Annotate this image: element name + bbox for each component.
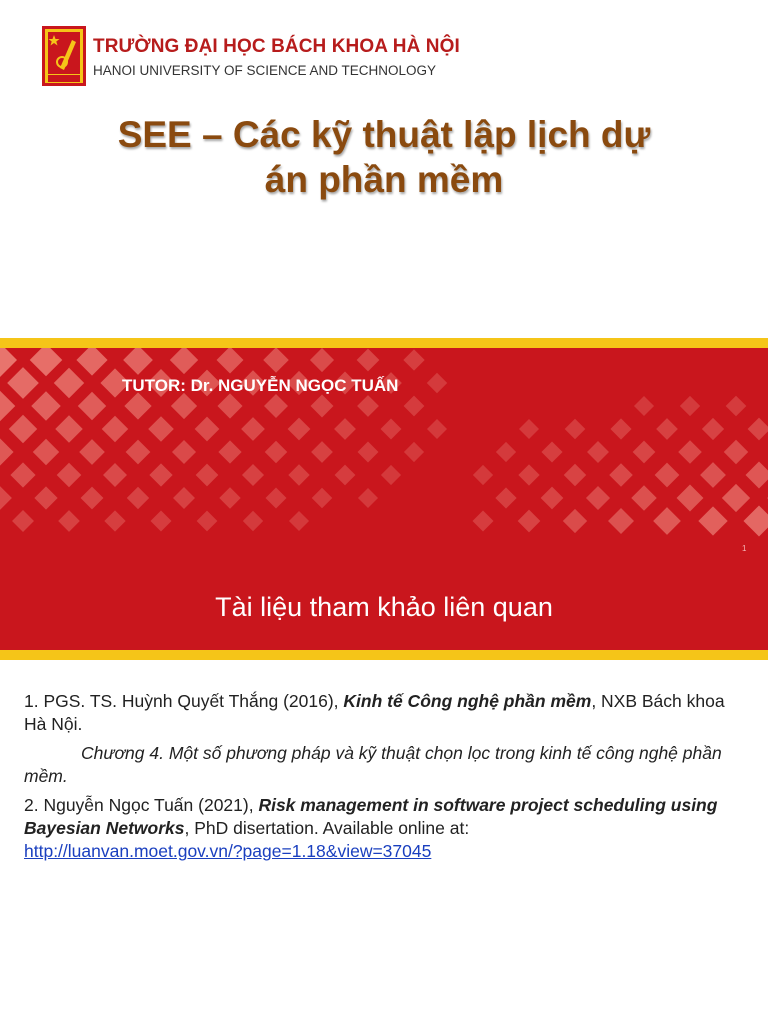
reference-1-authors: 1. PGS. TS. Huỳnh Quyết Thắng (2016),: [24, 691, 344, 711]
decorative-diamond: [563, 509, 587, 533]
decorative-diamond: [633, 441, 656, 464]
decorative-diamond: [126, 440, 151, 465]
decorative-diamond: [81, 487, 104, 510]
decorative-diamond: [634, 396, 654, 416]
decorative-diamond: [242, 464, 264, 486]
decorative-diamond: [404, 442, 424, 462]
decorative-diamond: [0, 438, 14, 465]
reference-2-title: Risk management in software project scheduling using Bayesian Networks: [24, 795, 718, 838]
decorative-diamond: [404, 396, 425, 417]
decorative-diamond: [197, 511, 218, 532]
decorative-diamond: [495, 487, 516, 508]
university-logo: [42, 26, 86, 86]
decorative-diamond: [288, 418, 311, 441]
decorative-diamond: [587, 441, 609, 463]
decorative-diamond: [58, 510, 80, 532]
decorative-diamond: [172, 440, 196, 464]
slide-title-line-1: SEE – Các kỹ thuật lập lịch dự: [117, 114, 651, 155]
decorative-diamond: [264, 394, 288, 418]
decorative-diamond: [243, 511, 263, 531]
decorative-diamond: [678, 440, 702, 464]
decorative-diamond: [266, 488, 287, 509]
decorative-diamond: [653, 507, 681, 535]
slide-number: 1: [742, 544, 747, 553]
decorative-diamond: [288, 464, 309, 485]
decorative-diamond: [54, 368, 84, 398]
decorative-diamond: [103, 463, 127, 487]
decorative-diamond: [218, 440, 241, 463]
decorative-diamond: [334, 418, 356, 440]
decorative-diamond: [150, 510, 171, 531]
decorative-diamond: [124, 392, 151, 419]
decorative-diamond: [171, 393, 197, 419]
decorative-diamond: [564, 464, 586, 486]
decorative-diamond: [610, 418, 631, 439]
decorative-diamond: [289, 511, 309, 531]
decorative-diamond: [519, 419, 539, 439]
section-subtitle: Tài liệu tham khảo liên quan: [215, 592, 553, 622]
decorative-diamond: [702, 418, 724, 440]
decorative-diamond: [656, 418, 678, 440]
decorative-diamond: [31, 391, 61, 421]
decorative-diamond: [358, 442, 379, 463]
decorative-diamond: [310, 348, 334, 372]
decorative-diamond: [10, 462, 35, 487]
slide-title-line-2: án phần mềm: [264, 159, 504, 200]
decorative-diamond: [0, 348, 17, 377]
decorative-diamond: [127, 487, 149, 509]
decorative-diamond: [0, 486, 12, 510]
decorative-diamond: [170, 348, 198, 374]
university-name-vietnamese: TRƯỜNG ĐẠI HỌC BÁCH KHOA HÀ NỘI: [93, 36, 460, 57]
decorative-diamond: [496, 442, 516, 462]
decorative-diamond: [565, 419, 586, 440]
decorative-diamond: [357, 349, 380, 372]
decorative-diamond: [196, 464, 219, 487]
decorative-diamond: [700, 462, 726, 488]
decorative-diamond: [381, 419, 402, 440]
decorative-diamond: [748, 418, 768, 441]
decorative-diamond: [680, 396, 700, 416]
decorative-diamond: [311, 441, 333, 463]
decorative-diamond: [586, 486, 610, 510]
decorative-diamond: [608, 508, 634, 534]
decorative-diamond: [518, 464, 539, 485]
decorative-diamond: [9, 415, 37, 443]
decorative-diamond: [195, 417, 220, 442]
decorative-diamond: [241, 417, 265, 441]
decorative-diamond: [263, 348, 289, 373]
decorative-diamond: [541, 441, 562, 462]
decorative-diamond: [76, 348, 107, 376]
decorative-diamond: [34, 486, 57, 509]
decorative-diamond: [173, 487, 195, 509]
decorative-diamond: [473, 511, 494, 532]
decorative-diamond: [473, 465, 493, 485]
decorative-diamond: [677, 485, 704, 512]
decorative-diamond: [7, 367, 39, 399]
decorative-diamond: [724, 440, 748, 464]
decorative-diamond: [381, 465, 401, 485]
decorative-diamond: [722, 484, 750, 512]
decorative-diamond: [33, 439, 59, 465]
decorative-diamond: [55, 415, 82, 442]
decorative-diamond: [311, 395, 334, 418]
reference-1-chapter: Chương 4. Một số phương pháp và kỹ thuật chọn lọc trong kinh tế công nghệ phần mềm.: [24, 743, 722, 786]
reference-2-authors: 2. Nguyễn Ngọc Tuấn (2021),: [24, 795, 259, 815]
decorative-diamond: [265, 441, 288, 464]
decorative-diamond: [335, 465, 356, 486]
reference-1-publisher: , NXB Bách khoa Hà Nội.: [24, 691, 725, 734]
decorative-diamond: [312, 488, 333, 509]
decorative-diamond: [541, 487, 564, 510]
decorative-diamond: [726, 396, 747, 417]
decorative-diamond: [358, 488, 378, 508]
decorative-diamond: [427, 419, 447, 439]
reference-2: [24, 794, 748, 863]
decorative-diamond: [217, 348, 244, 373]
decorative-diamond: [219, 487, 240, 508]
title-banner: [0, 348, 768, 650]
decorative-diamond: [403, 349, 424, 370]
decorative-diamond: [0, 391, 15, 422]
gold-divider-bottom: [0, 650, 768, 660]
reference-2-link[interactable]: http://luanvan.moet.gov.vn/?page=1.18&view=37045: [24, 841, 432, 861]
decorative-diamond: [79, 439, 105, 465]
decorative-diamond: [743, 505, 768, 536]
decorative-diamond: [518, 510, 541, 533]
decorative-diamond: [631, 485, 657, 511]
decorative-diamond: [357, 395, 379, 417]
decorative-diamond: [78, 392, 106, 420]
reference-1-title: Kinh tế Công nghệ phần mềm: [343, 691, 592, 711]
slide-title: [0, 112, 768, 202]
decorative-diamond: [217, 393, 242, 418]
decorative-diamond: [746, 462, 768, 489]
decorative-diamond: [427, 373, 447, 393]
tutor-name: TUTOR: Dr. NGUYỄN NGỌC TUẤN: [122, 376, 399, 395]
decorative-diamond: [57, 463, 82, 488]
references-list: [24, 690, 748, 869]
reference-1: [24, 690, 748, 736]
header: [0, 0, 768, 100]
decorative-diamond: [149, 463, 172, 486]
decorative-diamond: [12, 510, 34, 532]
decorative-diamond: [148, 416, 174, 442]
decorative-diamond: [30, 348, 63, 376]
gold-divider-top: [0, 338, 768, 348]
decorative-diamond: [102, 416, 129, 443]
decorative-diamond: [104, 510, 125, 531]
reference-2-note: , PhD disertation. Available online at:: [184, 818, 470, 838]
decorative-diamond: [609, 463, 633, 487]
university-name-english: HANOI UNIVERSITY OF SCIENCE AND TECHNOLOGY: [93, 63, 437, 78]
decorative-diamond: [655, 463, 680, 488]
decorative-diamond: [698, 506, 727, 535]
decorative-diamond: [123, 348, 153, 375]
